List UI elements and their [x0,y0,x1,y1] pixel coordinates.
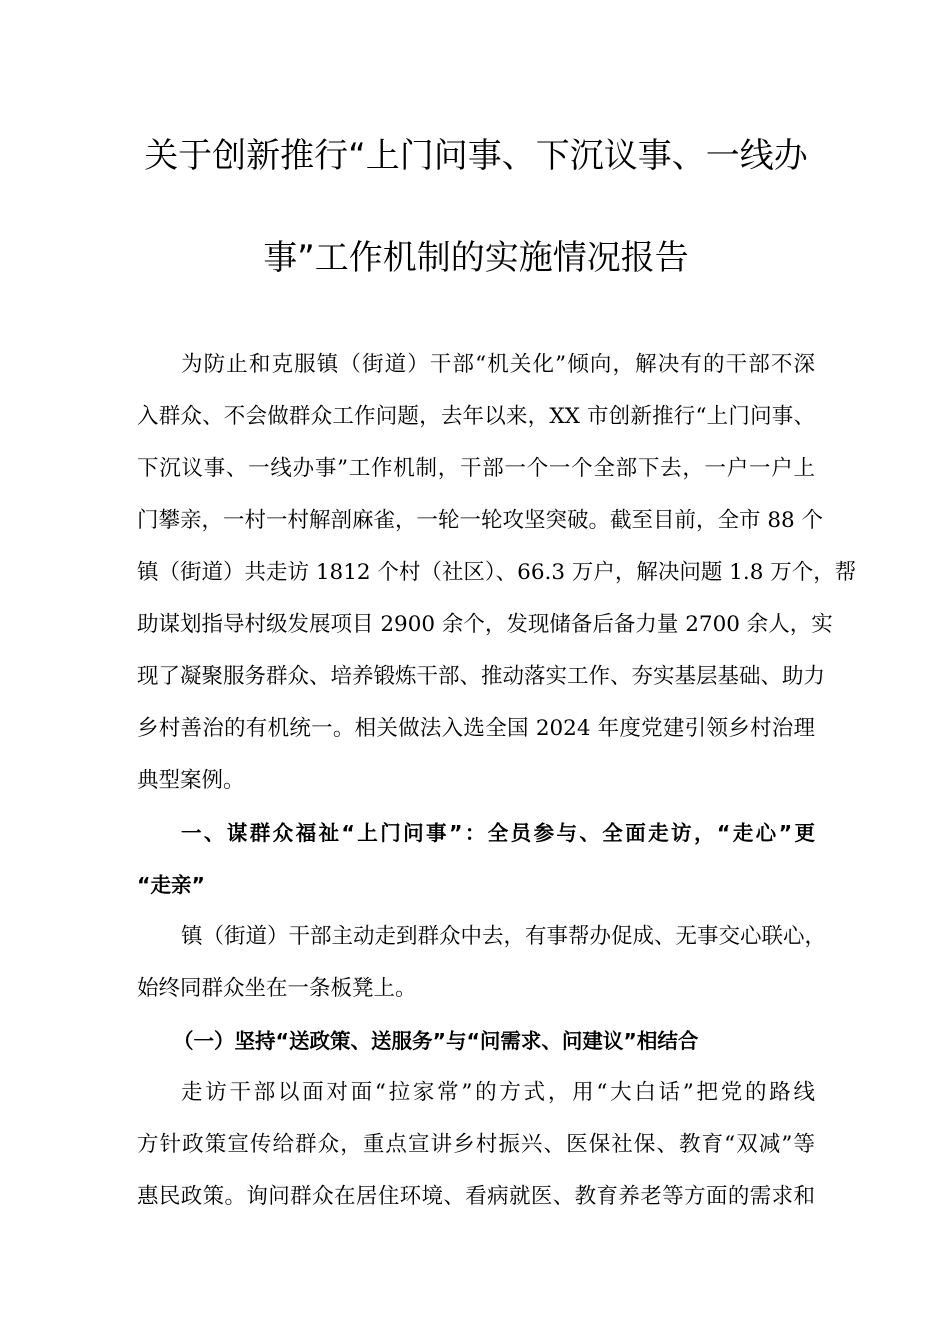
text-line: 门攀亲，一村一村解剖麻雀，一轮一轮攻坚突破。截至目前，全市 88 个 [137,508,824,533]
text-line: 走访干部以面对面“拉家常”的方式，用“大白话”把党的路线 [181,1080,815,1105]
text-line: 现了凝聚服务群众、培养锻炼干部、推动落实工作、夯实基层基础、助力 [137,664,826,689]
document-title-line-2: 事”工作机制的实施情况报告 [263,238,689,278]
text-line: 下沉议事、一线办事”工作机制，干部一个一个全部下去，一户一户上 [137,456,815,481]
subsection-1-heading: （一）坚持“送政策、送服务”与“问需求、问建议”相结合 [173,1029,699,1053]
text-line: 为防止和克服镇（街道）干部“机关化”倾向，解决有的干部不深 [181,352,815,377]
subsection-1-paragraph [137,1070,815,1226]
document-title-line-1: 关于创新推行“上门问事、下沉议事、一线办 [144,136,808,176]
text-line: 助谋划指导村级发展项目 2900 余个，发现储备后备力量 2700 余人，实 [137,612,833,637]
document-body [137,342,857,1226]
text-line: 镇（街道）干部主动走到群众中去，有事帮办促成、无事交心联心， [181,924,827,949]
text-line: 镇（街道）共走访 1812 个村（社区）、66.3 万户，解决问题 1.8 万个，帮 [137,560,857,585]
heading-line: 一、谋群众福祉“上门问事”：全员参与、全面走访，“走心”更 [181,821,815,845]
intro-paragraph [137,342,857,810]
text-line: 方针政策宣传给群众，重点宣讲乡村振兴、医保社保、教育“双减”等 [137,1132,815,1157]
text-line: 典型案例。 [137,768,245,793]
section-1-heading [137,810,815,914]
text-line: 入群众、不会做群众工作问题，去年以来，XX 市创新推行“上门问事、 [137,404,815,429]
text-line: 惠民政策。询问群众在居住环境、看病就医、教育养老等方面的需求和 [137,1184,815,1209]
text-line: 始终同群众坐在一条板凳上。 [137,976,417,1001]
section-1-paragraph [137,914,827,1018]
heading-line: “走亲” [137,873,205,897]
text-line: 乡村善治的有机统一。相关做法入选全国 2024 年度党建引领乡村治理 [137,716,815,741]
